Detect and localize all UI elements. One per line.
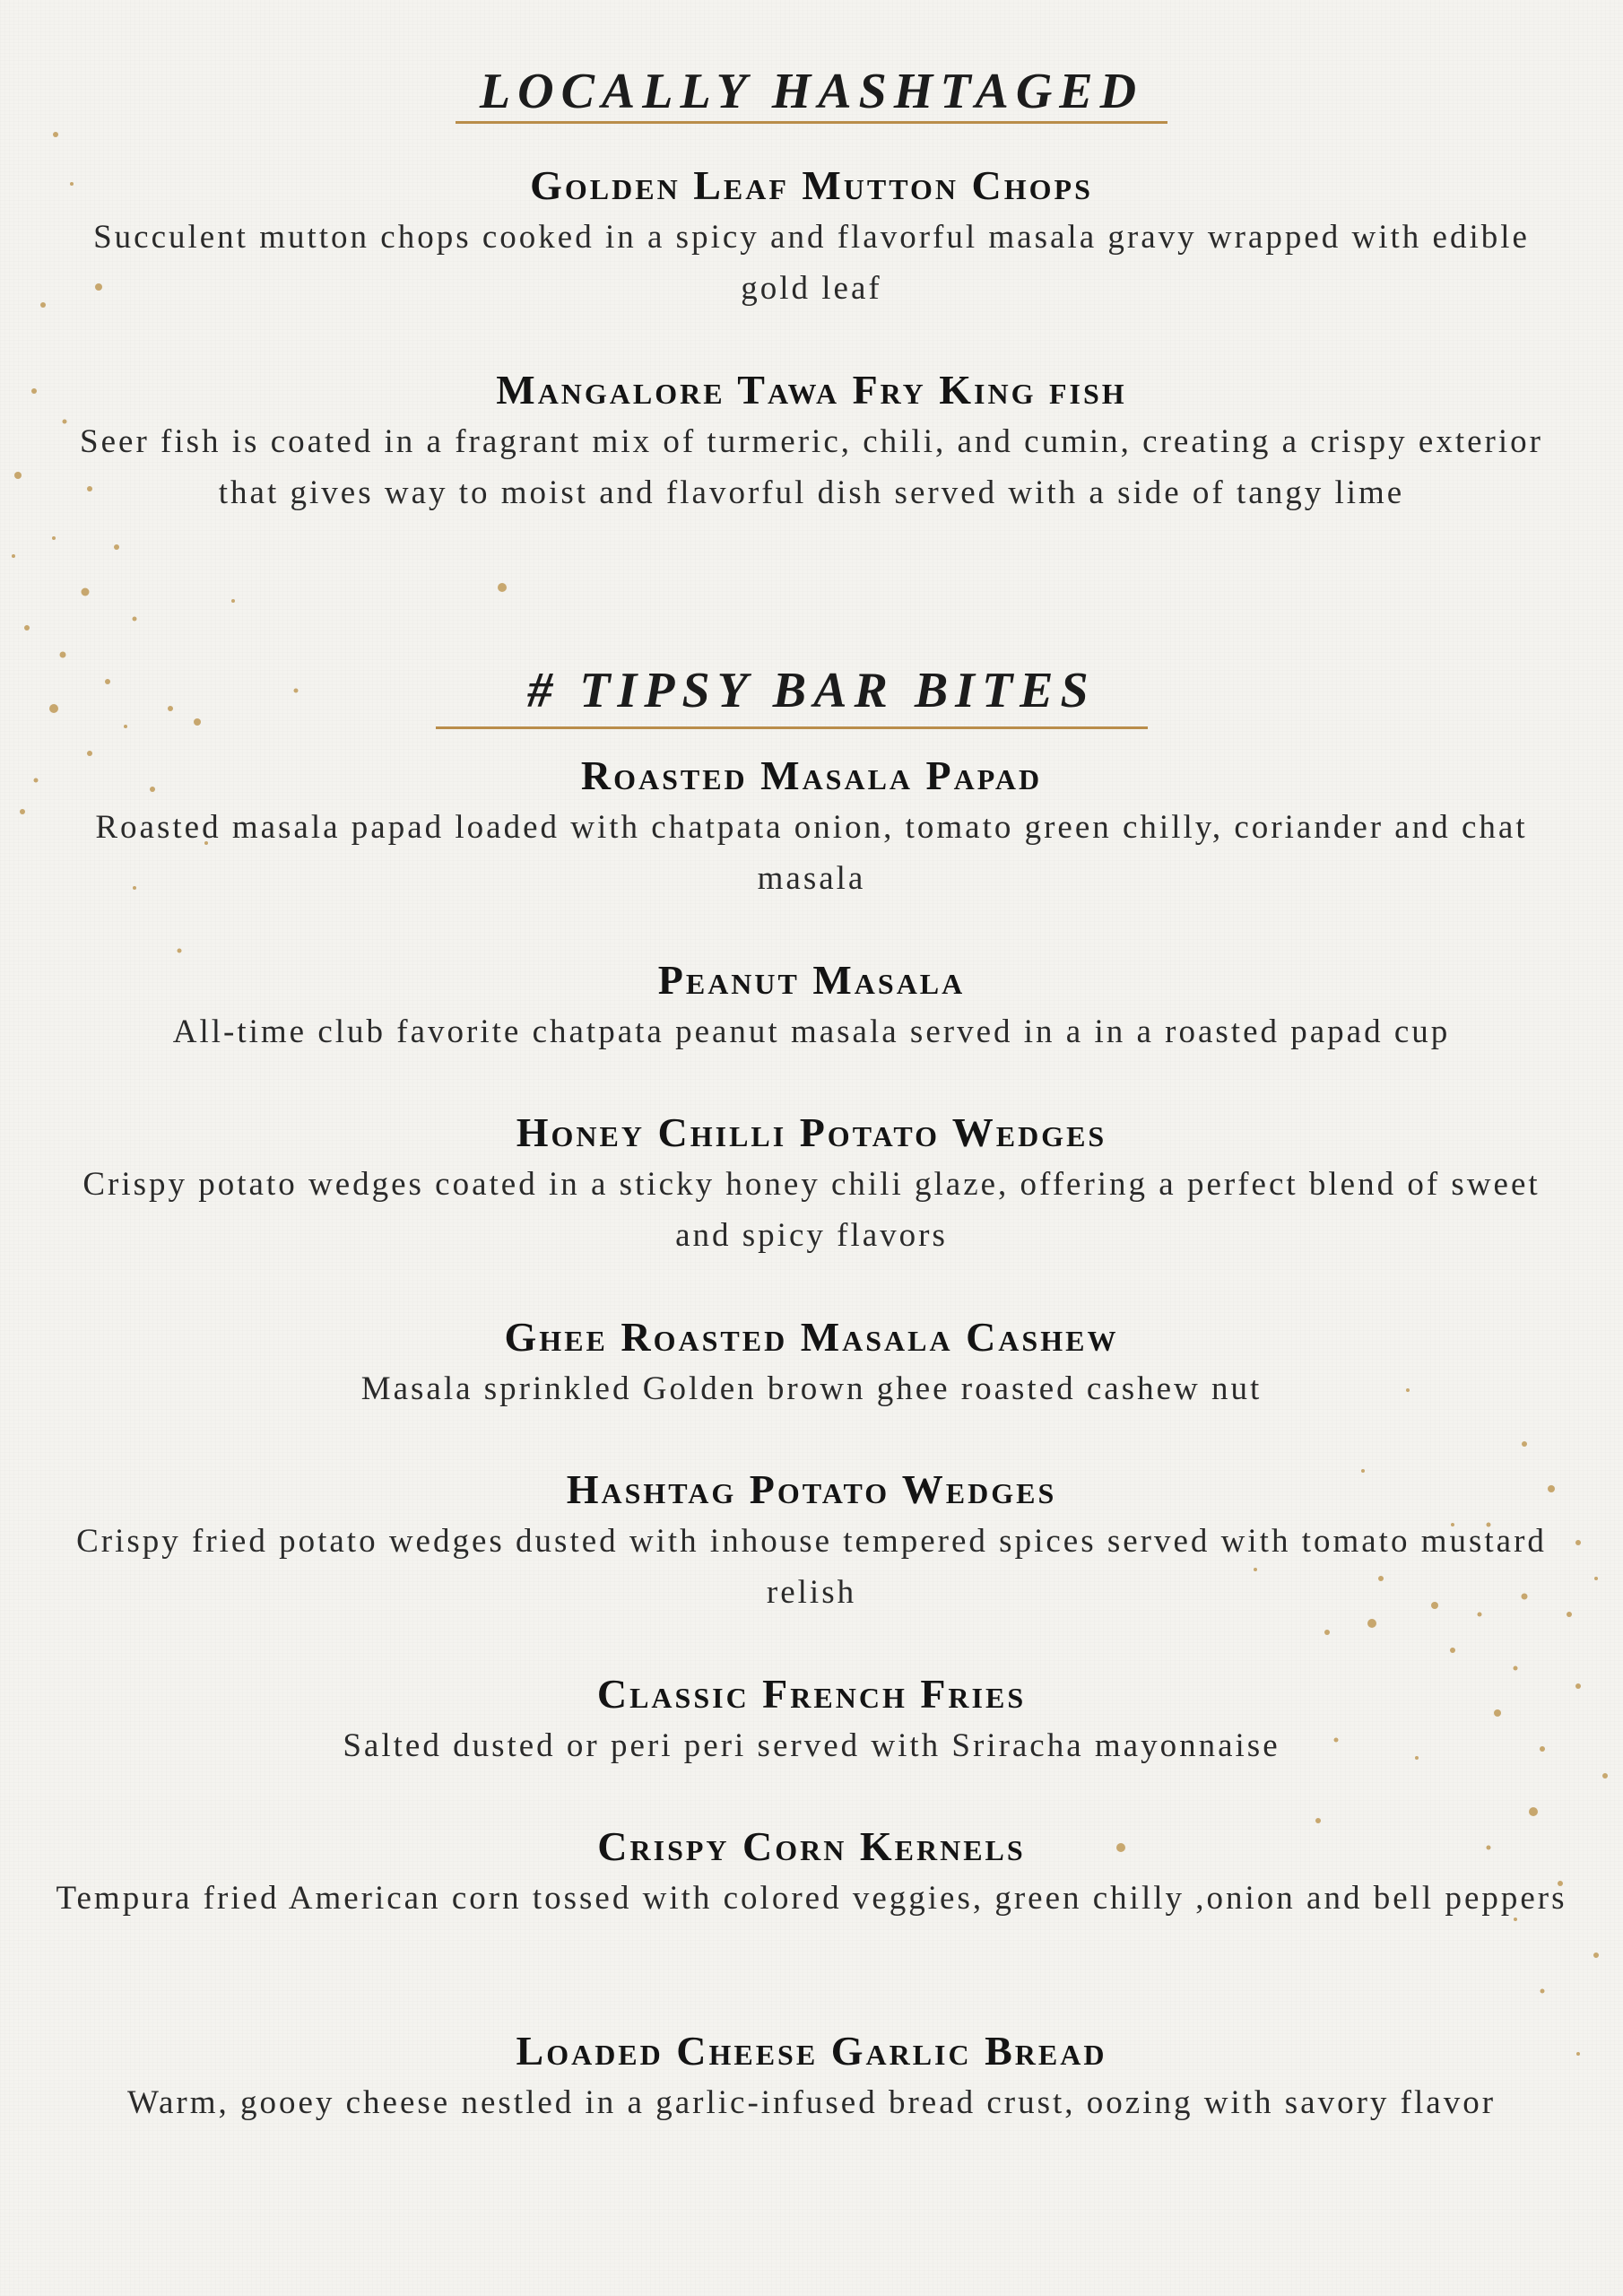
section-title-underline	[436, 726, 1148, 729]
section-title-tipsy-bar-bites: # TIPSY BAR BITES	[527, 663, 1096, 718]
menu-item-name: Classic French Fries	[596, 1671, 1027, 1717]
menu-item-description: Seer fish is coated in a fragrant mix of turmeric, chili, and cumin, creating a crispy exterior that gives way to moist and flavorful dish served with a side of tangy lime	[80, 423, 1543, 511]
menu-item-name: Golden Leaf Mutton Chops	[530, 162, 1093, 208]
section-title-underline	[456, 121, 1167, 124]
menu-item-name: Loaded Cheese Garlic Bread	[516, 2028, 1107, 2074]
menu-item	[54, 1313, 1569, 1414]
menu-item	[54, 1465, 1569, 1618]
menu-item	[54, 752, 1569, 904]
menu-item	[54, 1109, 1569, 1261]
menu-item	[54, 2027, 1569, 2128]
menu-item-name: Hashtag Potato Wedges	[566, 1466, 1057, 1512]
menu-item	[54, 1670, 1569, 1771]
menu-item-name: Peanut Masala	[657, 957, 966, 1003]
section-title-locally-hashtaged: LOCALLY HASHTAGED	[479, 64, 1144, 119]
menu-item-description: Succulent mutton chops cooked in a spicy and flavorful masala gravy wrapped with edible gold leaf	[93, 219, 1530, 307]
menu-item-description: Warm, gooey cheese nestled in a garlic-infused bread crust, oozing with savory flavor	[126, 2084, 1497, 2121]
menu-item	[54, 956, 1569, 1057]
menu-item	[54, 161, 1569, 314]
menu-item-description: All-time club favorite chatpata peanut masala served in a in a roasted papad cup	[172, 1013, 1451, 1050]
menu-item-description: Crispy potato wedges coated in a sticky honey chili glaze, offering a perfect blend of sweet and spicy flavors	[82, 1166, 1541, 1254]
menu-item-description: Masala sprinkled Golden brown ghee roasted cashew nut	[360, 1370, 1263, 1407]
menu-item-name: Honey Chilli Potato Wedges	[516, 1109, 1107, 1155]
menu-item-description: Roasted masala papad loaded with chatpata onion, tomato green chilly, coriander and chat masala	[95, 809, 1528, 897]
menu-item-description: Salted dusted or peri peri served with Sriracha mayonnaise	[343, 1727, 1280, 1764]
menu-item-name: Mangalore Tawa Fry King fish	[496, 367, 1127, 413]
menu-item-description: Tempura fried American corn tossed with colored veggies, green chilly ,onion and bell peppers	[56, 1880, 1567, 1917]
menu-item	[54, 1822, 1569, 1924]
menu-item-name: Ghee Roasted Masala Cashew	[504, 1314, 1119, 1360]
menu-item	[54, 366, 1569, 518]
menu-item-description: Crispy fried potato wedges dusted with inhouse tempered spices served with tomato mustard relish	[76, 1523, 1547, 1611]
menu-item-name: Roasted Masala Papad	[580, 752, 1043, 798]
menu-item-name: Crispy Corn Kernels	[597, 1823, 1026, 1869]
